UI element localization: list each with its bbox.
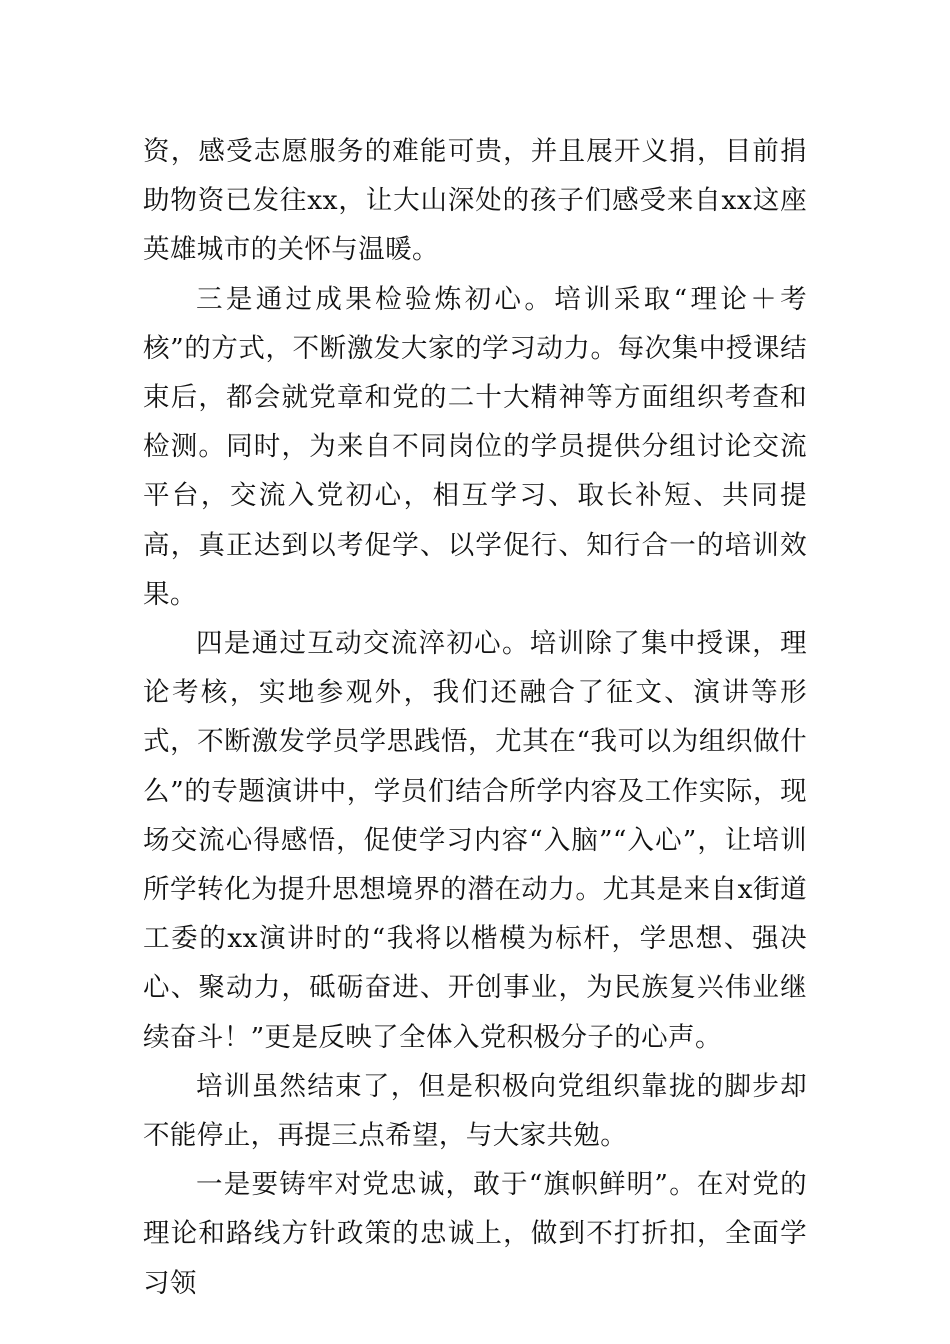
paragraph-3: 四是通过互动交流淬初心。培训除了集中授课，理论考核，实地参观外，我们还融合了征文、演讲等形式，不断激发学员学思践悟，尤其在“我可以为组织做什么”的专题演讲中，学员们结合所学内容及工作实际，现场交流心得感悟，促使学习内容“入脑”“入心”，让培训所学转化为提升思想境界的潜在动力。尤其是来自x街道工委的xx演讲时的“我将以楷模为标杆，学思想、强决心、聚动力，砥砺奋进、开创事业，为民族复兴伟业继续奋斗！”更是反映了全体入党积极分子的心声。	[143, 628, 807, 1053]
paragraph-5: 一是要铸牢对党忠诚，敢于“旗帜鲜明”。在对党的理论和路线方针政策的忠诚上，做到不打折扣，全面学习领	[143, 1169, 807, 1299]
paragraph-2: 三是通过成果检验炼初心。培训采取“理论＋考核”的方式，不断激发大家的学习动力。每次集中授课结束后，都会就党章和党的二十大精神等方面组织考查和检测。同时，为来自不同岗位的学员提供分组讨论交流平台，交流入党初心，相互学习、取长补短、共同提高，真正达到以考促学、以学促行、知行合一的培训效果。	[143, 283, 807, 610]
paragraph-4: 培训虽然结束了，但是积极向党组织靠拢的脚步却不能停止，再提三点希望，与大家共勉。	[143, 1070, 807, 1152]
paragraph-1: 资，感受志愿服务的难能可贵，并且展开义捐，目前捐助物资已发往xx，让大山深处的孩子们感受来自xx这座英雄城市的关怀与温暖。	[143, 136, 807, 266]
document-body	[143, 127, 807, 1308]
